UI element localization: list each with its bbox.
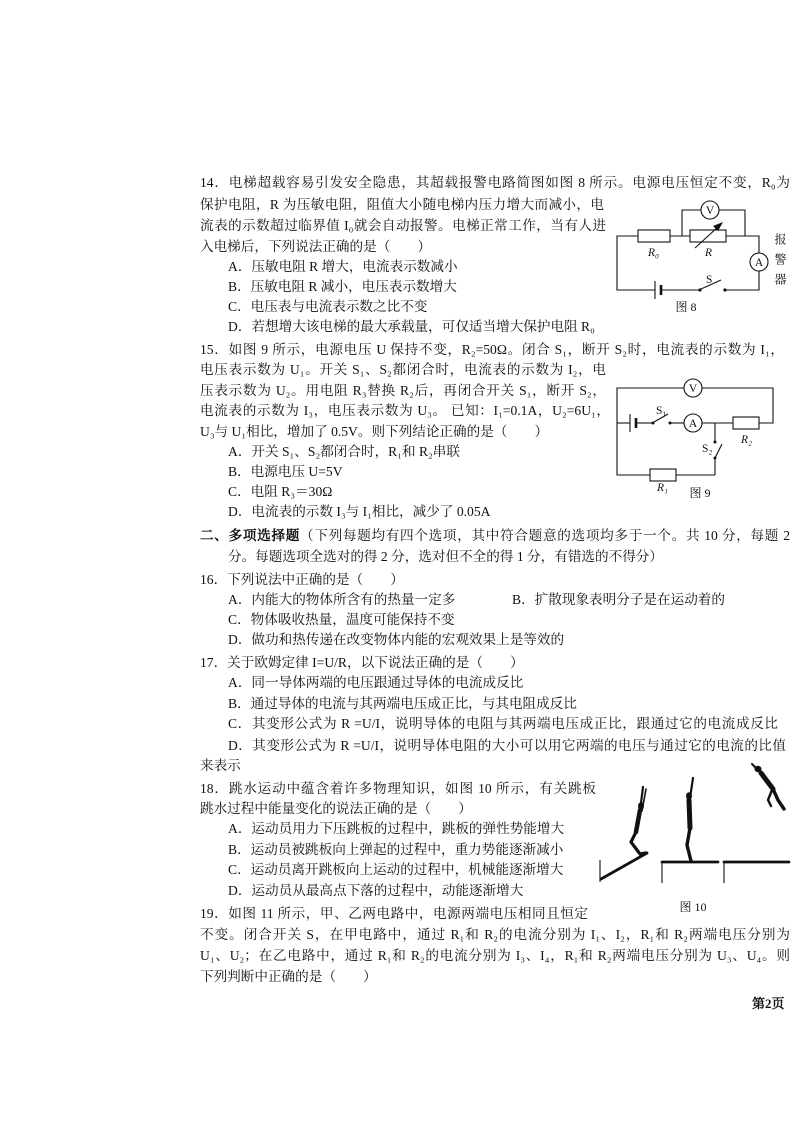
resistor-r1-label: R₁ [657, 482, 669, 494]
diver-legs [768, 790, 772, 806]
section-2-instructions-line-2: 分。每题选项全选对的得 2 分，选对但不全的得 1 分，有错选的不得分） [228, 549, 663, 564]
section-2-instructions: （下列每题均有四个选项，其中符合题意的选项均多于一个。共 10 分，每题 2 [300, 528, 790, 543]
q14-option-a: A．压敏电阻 R 增大，电流表示数减小 [228, 259, 458, 274]
q17-option-c: C．其变形公式为 R =U/I，说明导体的电阻与其两端电压成正比，跟通过它的电流成反比 [228, 716, 778, 731]
q18-option-b: B．运动员被跳板向上弹起的过程中，重力势能逐渐减小 [228, 842, 564, 857]
resistor-r1 [650, 469, 676, 481]
q16-option-b: B．扩散现象表明分子是在运动着的 [512, 592, 725, 607]
q16-stem: 16．下列说法中正确的是（ ） [200, 572, 404, 587]
q17-option-d-continued: 来表示 [200, 758, 241, 773]
switch-s2-contact [714, 441, 717, 444]
resistor-r0-label: R₀ [648, 247, 660, 259]
voltmeter-label: V [705, 205, 715, 217]
wire [726, 271, 759, 290]
q15-stem-line-5: U₃与 U₁相比，增加了 0.5V。则下列结论正确的是（ ） [200, 424, 549, 439]
diver-legs [687, 828, 691, 861]
section-2-title: 二、多项选择题 [200, 528, 301, 543]
voltmeter-label: V [688, 383, 698, 395]
diver-on-board [686, 778, 693, 861]
q16-option-d: D．做功和热传递在改变物体内能的宏观效果上是等效的 [228, 632, 565, 647]
springboard-1-bent [601, 853, 647, 879]
diver-torso [761, 773, 773, 789]
q19-stem-line-1: 19．如图 11 所示，甲、乙两电路中，电源两端电压相同且恒定 [200, 906, 588, 921]
q18-stem-line-1: 18．跳水运动中蕴含着许多物理知识，如图 10 所示，有关跳板 [200, 781, 596, 796]
q14-stem-line-2: 保护电阻，R 为压敏电阻，阻值大小随电梯内压力增大而减小，电 [200, 197, 604, 212]
wire [726, 236, 759, 253]
q18-stem-line-2: 跳水过程中能量变化的说法正确的是（ ） [200, 801, 472, 816]
resistor-r2-label: R₂ [741, 434, 753, 446]
q19-stem-line-2: 不变。闭合开关 S，在甲电路中，通过 R₁和 R₂的电流分别为 I₁、I₂，R₁和 R₂两端电压分别为 [200, 927, 790, 942]
switch-s1-label: S₁ [656, 405, 667, 417]
q16-option-a: A．内能大的物体所含有的热量一定多 [228, 592, 456, 607]
diver-legs [773, 789, 784, 809]
q15-stem-line-3: 压表示数为 U₂。用电阻 R₃替换 R₂后，再闭合开关 S₁，断开 S₂， [200, 383, 606, 398]
page-number: 第2页 [752, 996, 785, 1011]
switch-contact [723, 288, 726, 291]
q15-option-b: B．电源电压 U=5V [228, 464, 343, 479]
q15-stem-line-4: 电流表的示数为 I₃，电压表示数为 U₃。 已知：I₁=0.1A，U₂=6U₁， [200, 403, 610, 418]
figure-9-caption: 图 9 [689, 486, 711, 500]
q17-option-a: A．同一导体两端的电压跟通过导体的电流成反比 [228, 675, 524, 690]
q19-stem-line-3: U₁、U₂；在乙电路中，通过 R₁和 R₂的电流分别为 I₃、I₄，R₁和 R₂两端电压分别为 U₃、U₄。则 [200, 948, 790, 963]
q18-option-c: C．运动员离开跳板向上运动的过程中，机械能逐渐增大 [228, 862, 564, 877]
diver-pressing-board [631, 787, 646, 854]
q18-option-a: A．运动员用力下压跳板的过程中，跳板的弹性势能增大 [228, 821, 565, 836]
resistor-r0 [638, 230, 670, 242]
q18-option-d: D．运动员从最高点下落的过程中，动能逐渐增大 [228, 883, 524, 898]
diver-legs [631, 832, 646, 854]
figure-8-circuit [617, 201, 768, 314]
q15-stem-line-1: 15．如图 9 所示，电源电压 U 保持不变，R₂=50Ω。闭合 S₁，断开 S₂时，电流表的示数为 I₁， [200, 342, 784, 357]
q15-option-a: A．开关 S₁、S₂都闭合时，R₁和 R₂串联 [228, 444, 460, 459]
q15-option-d: D．电流表的示数 I₃与 I₁相比，减少了 0.05A [228, 504, 491, 519]
q14-option-b: B．压敏电阻 R 减小，电压表示数增大 [228, 279, 457, 294]
alarm-label: 报警器 [773, 233, 787, 293]
q15-option-c: C．电阻 R₃＝30Ω [228, 484, 333, 499]
q14-option-d: D．若想增大该电梯的最大承载量，可仅适当增大保护电阻 R₀ [228, 319, 595, 334]
switch-s2-lever [715, 444, 722, 458]
q17-option-d: D．其变形公式为 R =U/I，说明导体电阻的大小可以用它两端的电压与通过它的电流的比值 [228, 738, 786, 753]
q19-stem-line-4: 下列判断中正确的是（ ） [200, 969, 377, 984]
figure-10-diving [600, 764, 789, 914]
resistor-r2 [733, 417, 759, 429]
diver-torso [636, 810, 640, 832]
q17-option-b: B．通过导体的电流与其两端电压成正比，与其电阻成反比 [228, 696, 577, 711]
q17-stem: 17．关于欧姆定律 I=U/R，以下说法正确的是（ ） [200, 655, 524, 670]
figure-9-circuit [617, 379, 773, 500]
switch-s2-label: S₂ [702, 443, 713, 455]
q14-stem-line-1: 14．电梯超载容易引发安全隐患，其超载报警电路简图如图 8 所示。电源电压恒定不变，R₀为 [200, 175, 790, 190]
q14-stem-line-4: 入电梯后，下列说法正确的是（ ） [200, 239, 432, 254]
figure-8-caption: 图 8 [675, 300, 697, 314]
q14-stem-line-3: 流表的示数超过临界值 I₀就会自动报警。电梯正常工作，当有人进 [200, 218, 606, 233]
ammeter-label: A [754, 257, 764, 269]
wire [617, 236, 655, 290]
diver-torso [689, 800, 690, 828]
wire [617, 388, 684, 475]
ammeter-label: A [688, 418, 698, 430]
q15-stem-line-2: 电压表示数为 U₁。开关 S₁、S₂都闭合时，电流表的示数为 I₂，电 [200, 362, 606, 377]
q14-option-c: C．电压表与电流表示数之比不变 [228, 299, 428, 314]
varistor-r-label: R [705, 247, 713, 259]
figure-10-caption: 图 10 [679, 900, 707, 914]
diver-in-air [752, 764, 784, 809]
q16-option-c: C．物体吸收热量，温度可能保持不变 [228, 612, 455, 627]
switch-label: S [706, 274, 713, 286]
